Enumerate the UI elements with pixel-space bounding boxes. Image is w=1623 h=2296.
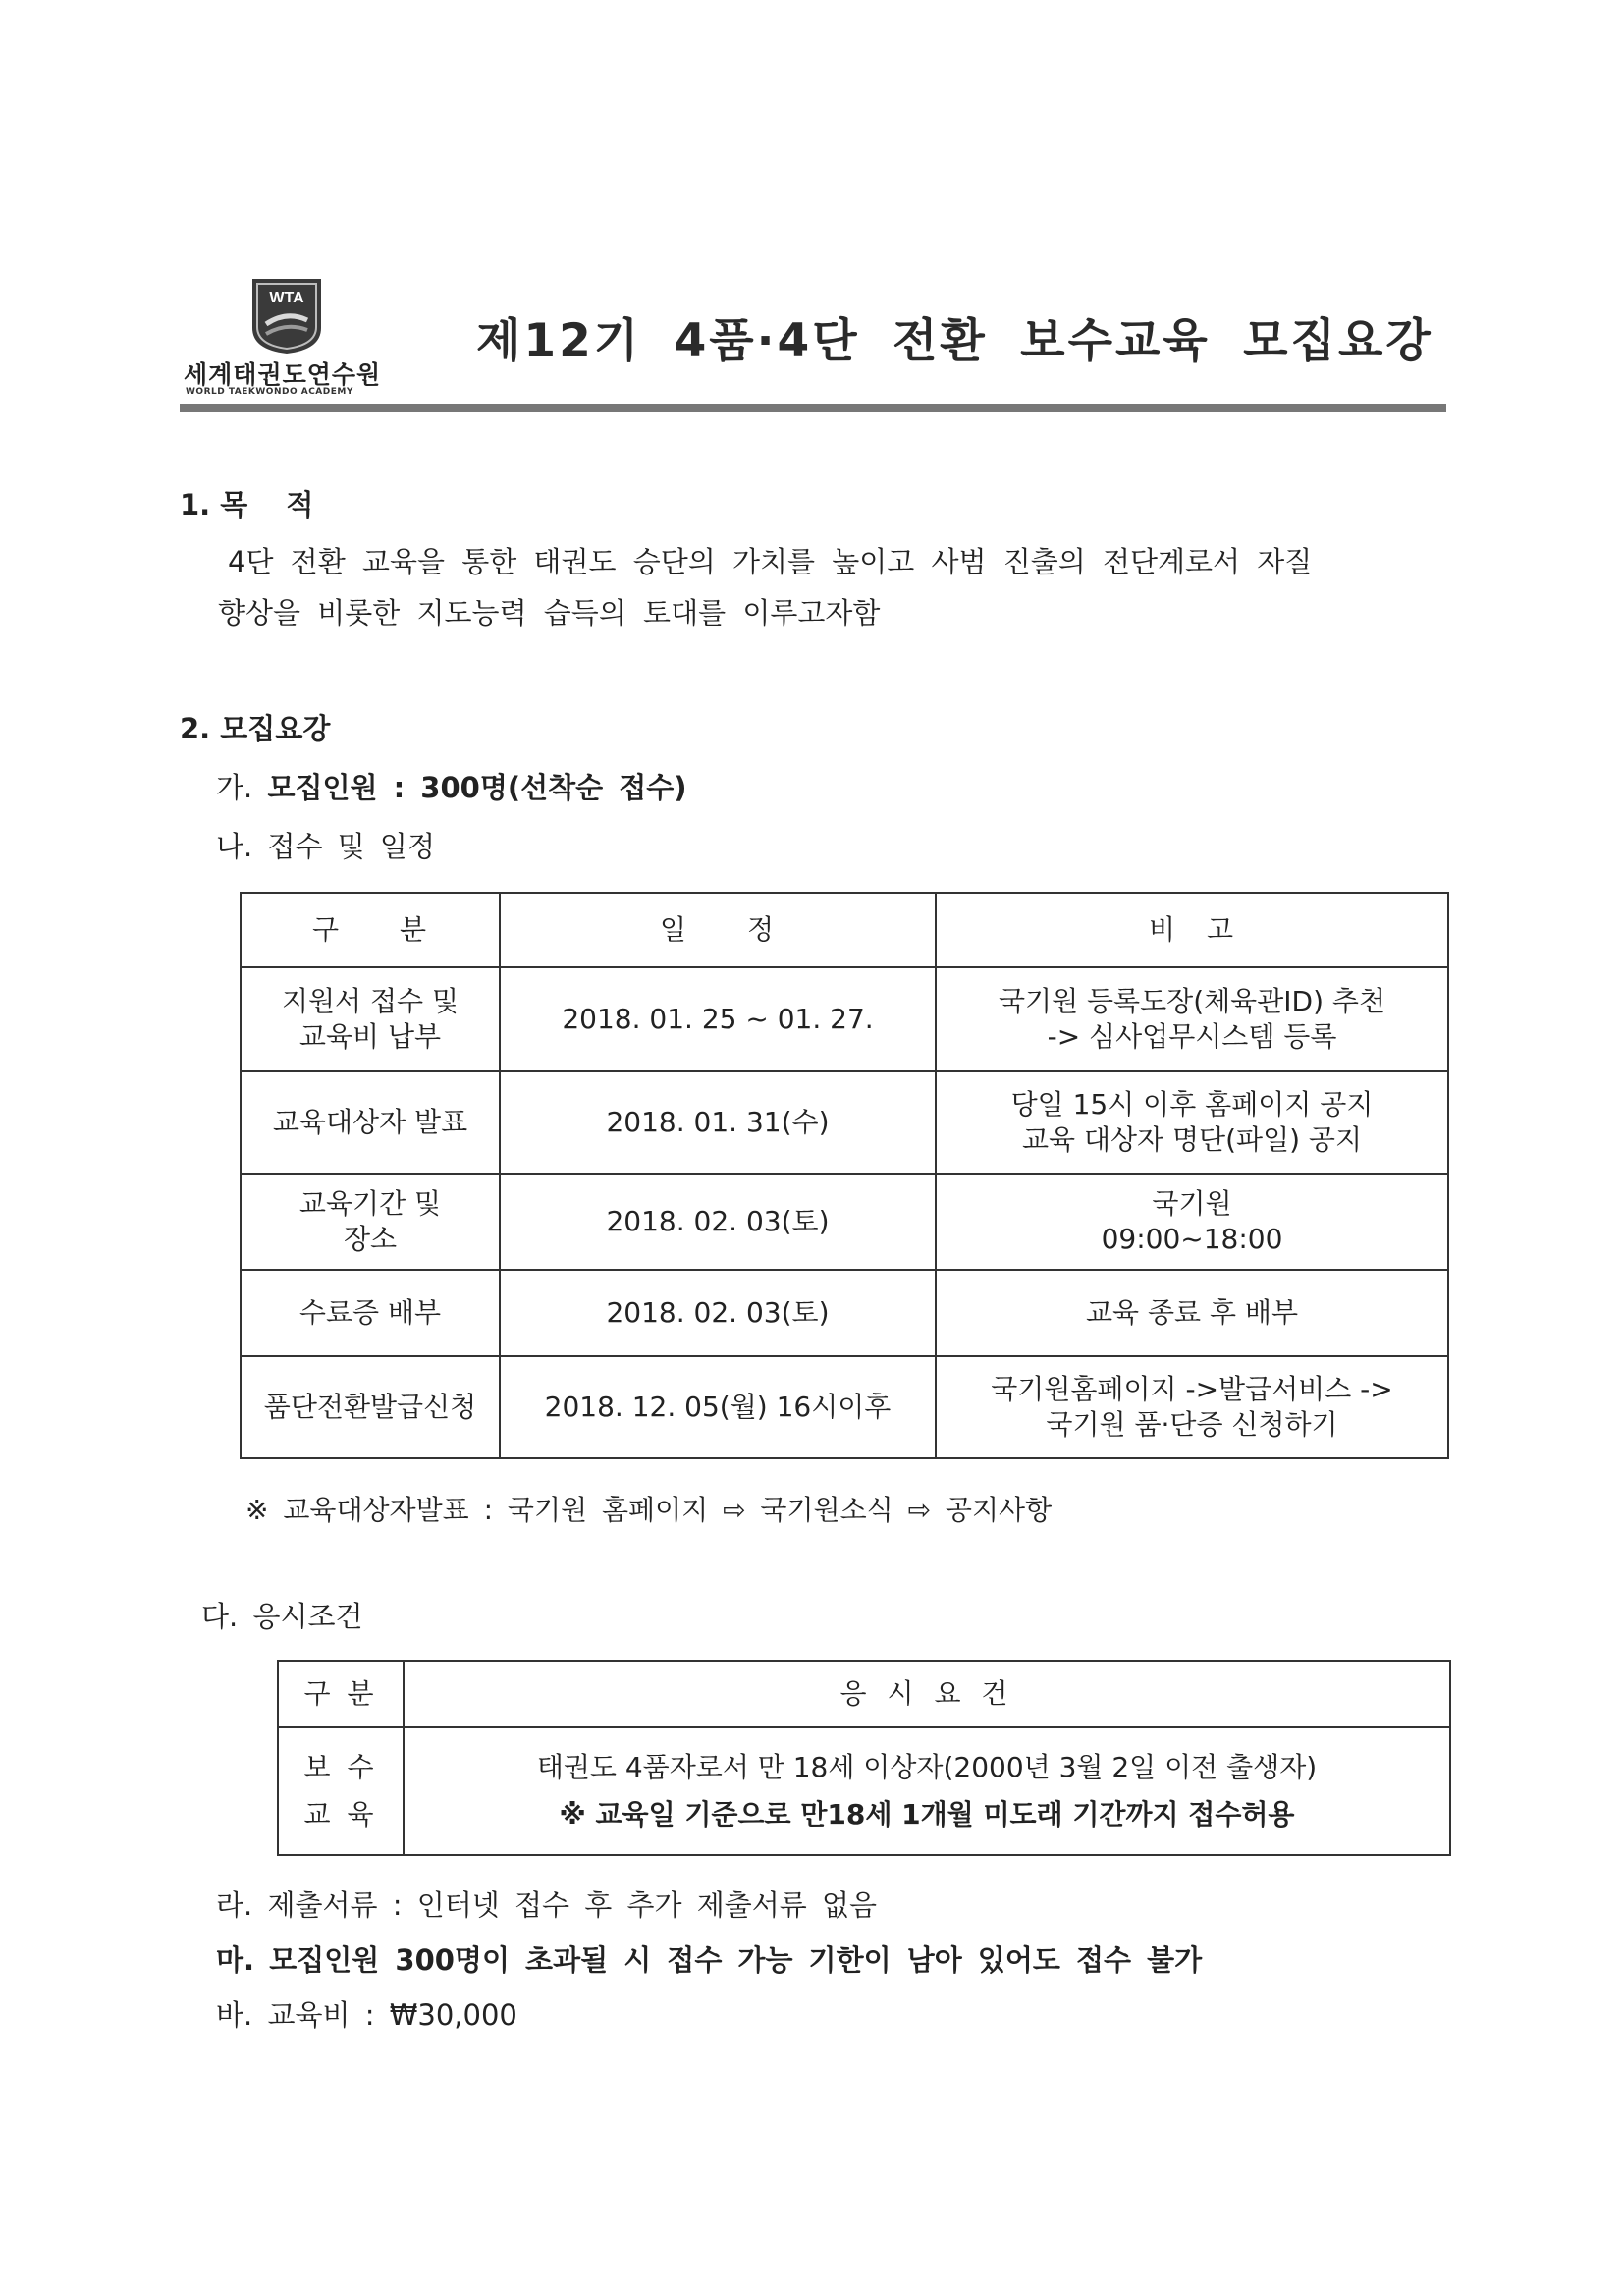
- table-cell: 국기원 09:00~18:00: [936, 1174, 1448, 1270]
- academy-logo: [180, 267, 406, 395]
- conditions-subheading: 다. 응시조건: [201, 1600, 363, 1633]
- table-cell: 국기원 등록도장(체육관ID) 추천 -> 심사업무시스템 등록: [936, 967, 1448, 1071]
- capacity-text: 모집인원 : 300명(선착순 접수): [267, 771, 687, 804]
- recruitment-capacity: [216, 766, 687, 806]
- table-cell: 교육 종료 후 배부: [936, 1270, 1448, 1356]
- table-cell: 2018. 01. 25 ~ 01. 27.: [500, 967, 936, 1071]
- table-cell: 교육기간 및 장소: [241, 1174, 500, 1270]
- table-row: [241, 1270, 1448, 1356]
- table-cell: 2018. 01. 31(수): [500, 1071, 936, 1174]
- table-cell: 2018. 02. 03(토): [500, 1174, 936, 1270]
- schedule-note: ※ 교육대상자발표 : 국기원 홈페이지 ⇨ 국기원소식 ⇨ 공지사항: [245, 1494, 1053, 1526]
- logo-name: 세계태권도연수원: [184, 360, 382, 389]
- schedule-table: [240, 892, 1449, 1459]
- logo-subtitle: WORLD TAEKWONDO ACADEMY: [186, 387, 353, 397]
- column-header: 구 분: [241, 893, 500, 967]
- table-cell: 국기원홈페이지 ->발급서비스 -> 국기원 품·단증 신청하기: [936, 1356, 1448, 1458]
- section-recruitment-heading: 2. 모집요강: [180, 712, 331, 745]
- column-header: 비 고: [936, 893, 1448, 967]
- wta-emblem-icon: [246, 271, 327, 355]
- section-purpose-heading: 1. 목 적: [180, 488, 314, 521]
- document-title: 제12기 4품·4단 전환 보수교육 모집요강: [476, 314, 1434, 368]
- svg-text:WTA: WTA: [269, 290, 304, 306]
- condition-line-1: 태권도 4품자로서 만 18세 이상자(2000년 3월 2일 이전 출생자): [536, 1751, 1318, 1783]
- tuition-fee: 바. 교육비 : ₩30,000: [216, 1998, 517, 2032]
- required-documents: 라. 제출서류 : 인터넷 접수 후 추가 제출서류 없음: [216, 1888, 878, 1922]
- column-header: 구 분: [278, 1661, 404, 1727]
- table-header-row: [278, 1661, 1450, 1727]
- table-cell: 당일 15시 이후 홈페이지 공지 교육 대상자 명단(파일) 공지: [936, 1071, 1448, 1174]
- table-row: [278, 1727, 1450, 1855]
- capacity-warning: [216, 1939, 1202, 1979]
- purpose-line-2: 향상을 비롯한 지도능력 습득의 토대를 이루고자함: [218, 596, 881, 629]
- table-row: [241, 1356, 1448, 1458]
- document-header: [180, 267, 1446, 414]
- table-cell: 품단전환발급신청: [241, 1356, 500, 1458]
- table-cell: 보 수 교 육: [278, 1727, 404, 1855]
- table-row: [241, 1174, 1448, 1270]
- item-marker: 가.: [216, 771, 253, 804]
- table-row: [241, 967, 1448, 1071]
- column-header: 응 시 요 건: [404, 1661, 1450, 1727]
- table-cell: 2018. 02. 03(토): [500, 1270, 936, 1356]
- item-marker: 마.: [216, 1943, 255, 1977]
- table-cell: 지원서 접수 및 교육비 납부: [241, 967, 500, 1071]
- table-cell: 2018. 12. 05(월) 16시이후: [500, 1356, 936, 1458]
- conditions-table: [277, 1660, 1451, 1856]
- column-header: 일 정: [500, 893, 936, 967]
- schedule-subheading: 나. 접수 및 일정: [216, 830, 435, 863]
- table-cell: 교육대상자 발표: [241, 1071, 500, 1174]
- table-cell: 수료증 배부: [241, 1270, 500, 1356]
- capacity-warning-text: 모집인원 300명이 초과될 시 접수 가능 기한이 남아 있어도 접수 불가: [269, 1943, 1203, 1977]
- condition-line-2: ※ 교육일 기준으로 만18세 1개월 미도래 기간까지 접수허용: [559, 1798, 1295, 1831]
- purpose-line-1: 4단 전환 교육을 통한 태권도 승단의 가치를 높이고 사범 진출의 전단계로서 자질: [228, 545, 1313, 578]
- table-row: [241, 1071, 1448, 1174]
- table-cell: [404, 1727, 1450, 1855]
- title-underline: [180, 404, 1446, 412]
- table-header-row: [241, 893, 1448, 967]
